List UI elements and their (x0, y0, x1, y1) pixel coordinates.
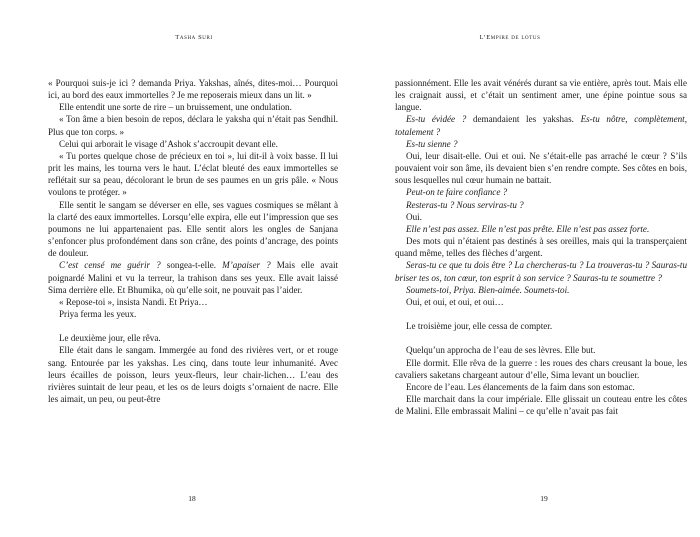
italic-text: Soumets-toi, Priya. Bien-aimée. Soumets-toi. (406, 284, 570, 295)
paragraph (395, 113, 687, 137)
running-head-title: L’Empire de lotus (479, 34, 541, 41)
paragraph: « Tu portes quelque chose de précieux en toi », lui dit-il à voix basse. Il lui prit les mains, les tourna vers le haut. L’éclat bleuté des eaux immortelles se reflétait sur sa peau, décolorant le brun de ses paumes en un gris pâle. « Nous voulons te protéger. » (48, 150, 338, 198)
paragraph: Celui qui arborait le visage d’Ashok s’accroupit devant elle. (59, 138, 278, 149)
paragraph (395, 138, 687, 150)
paragraph (48, 259, 338, 295)
paragraph: Oui, leur disait-elle. Oui et oui. Ne s’était-elle pas arraché le cœur ? S’ils pouvaient voir son âme, ils devaient bien s’en rendre compte. Ses côtes en bois, sous lesquelles nul cœur humain ne battait. (395, 150, 687, 186)
paragraph: Quelqu’un approcha de l’eau de ses lèvres. Elle but. (406, 345, 596, 356)
paragraph: Elle était dans le sangam. Immergée au fond des rivières vert, or et rouge sang. Entourée par les yakshas. Les cinq, dans toute leur inhumanité. Avec leurs écailles de poisson, leurs yeux-fleurs, leur chair-lichen… L’eau des rivières suintait de leur peau, et les os de leurs doigts s’ornaient de nacre. Elle les aimait, un peu, ou peut-être (48, 345, 338, 405)
paragraph: Le troisième jour, elle cessa de compter. (406, 321, 553, 332)
italic-text: Es-tu nôtre, complètement, totalement ? (395, 114, 687, 137)
paragraph: Le deuxième jour, elle rêva. (59, 333, 161, 344)
paragraph (395, 223, 687, 235)
left-page-text (48, 77, 338, 405)
paragraph: Oui. (406, 211, 422, 222)
paragraph (395, 284, 687, 296)
roman-text: demandaient les yakshas. (466, 114, 581, 125)
paragraph: « Repose-toi », insista Nandi. Et Priya… (59, 296, 208, 307)
paragraph: Elle dormit. Elle rêva de la guerre : les roues des chars creusant la boue, les cavaliers saketans chargeant autour d’elle, Sima levant un bouclier. (395, 357, 687, 380)
paragraph: Encore de l’eau. Les élancements de la faim dans son estomac. (406, 381, 635, 392)
right-page-text (395, 77, 687, 417)
paragraph: passionnément. Elle les avait vénérés durant sa vie entière, après tout. Mais elle les craignait aussi, et c’était un sentiment amer, une épine pointue sous sa langue. (395, 78, 687, 113)
italic-text: Resteras-tu ? Nous serviras-tu ? (406, 199, 524, 210)
page-number: 19 (540, 494, 548, 503)
paragraph: « Pourquoi suis-je ici ? demanda Priya. Yakshas, aînés, dites-moi… Pourquoi ici, au bord des eaux immortelles ? Je me reposerais mieux dans un lit. » (48, 78, 338, 101)
paragraph: Oui, et oui, et oui, et oui… (406, 296, 504, 307)
italic-text: Es-tu évidée ? (406, 114, 467, 125)
italic-text: Es-tu sienne ? (406, 138, 458, 149)
paragraph: Elle sentit le sangam se déverser en elle, ses vagues cosmiques se mêlant à la clarté des eaux immortelles. Lorsqu’elle expira, elle eut l’impression que ses poumons ne lui appartenaient pas. Elle sentit alors les ongles de Sanjana s’enfoncer plus profondément dans son crâne, des points d’ancrage, des points de douleur. (48, 199, 338, 259)
running-head-author: Tasha Suri (175, 34, 213, 41)
italic-text: Peut-on te faire confiance ? (406, 187, 508, 198)
paragraph: « Ton âme a bien besoin de repos, déclara le yaksha qui n’était pas Sendhil. Plus que ton corps. » (48, 114, 338, 137)
paragraph: Priya ferma les yeux. (59, 308, 137, 319)
italic-text: Elle n’est pas assez. Elle n’est pas prête. Elle n’est pas assez forte. (406, 223, 650, 234)
right-page (350, 0, 700, 537)
paragraph: Elle entendit une sorte de rire – un bruissement, une ondulation. (59, 102, 292, 113)
paragraph (395, 199, 687, 211)
paragraph (395, 186, 687, 198)
page-number: 18 (188, 494, 196, 503)
italic-text: M’apaiser ? (222, 260, 271, 271)
roman-text: Mais elle avait poignardé Malini et vu la terreur, la trahison dans ses yeux. Elle avait laissé Sima derrière elle. Et Bhumika, où qu’elle soit, ne pouvait pas l’aider. (48, 260, 339, 295)
paragraph (395, 259, 687, 283)
paragraph: Des mots qui n’étaient pas destinés à ses oreilles, mais qui la transperçaient quand même, telles des flèches d’argent. (395, 236, 687, 259)
italic-text: Seras-tu ce que tu dois être ? La chercheras-tu ? La trouveras-tu ? Sauras-tu briser tes os, ton cœur, ton esprit à son service ? Sauras-tu te soumettre ? (395, 260, 687, 283)
roman-text: songea-t-elle. (160, 260, 223, 271)
italic-text: C’est censé me guérir ? (59, 260, 161, 271)
paragraph: Elle marchait dans la cour impériale. Elle glissait un couteau entre les côtes de Malini. Elle embrassait Malini – ce qu’elle n’avait pas fait (395, 394, 687, 417)
